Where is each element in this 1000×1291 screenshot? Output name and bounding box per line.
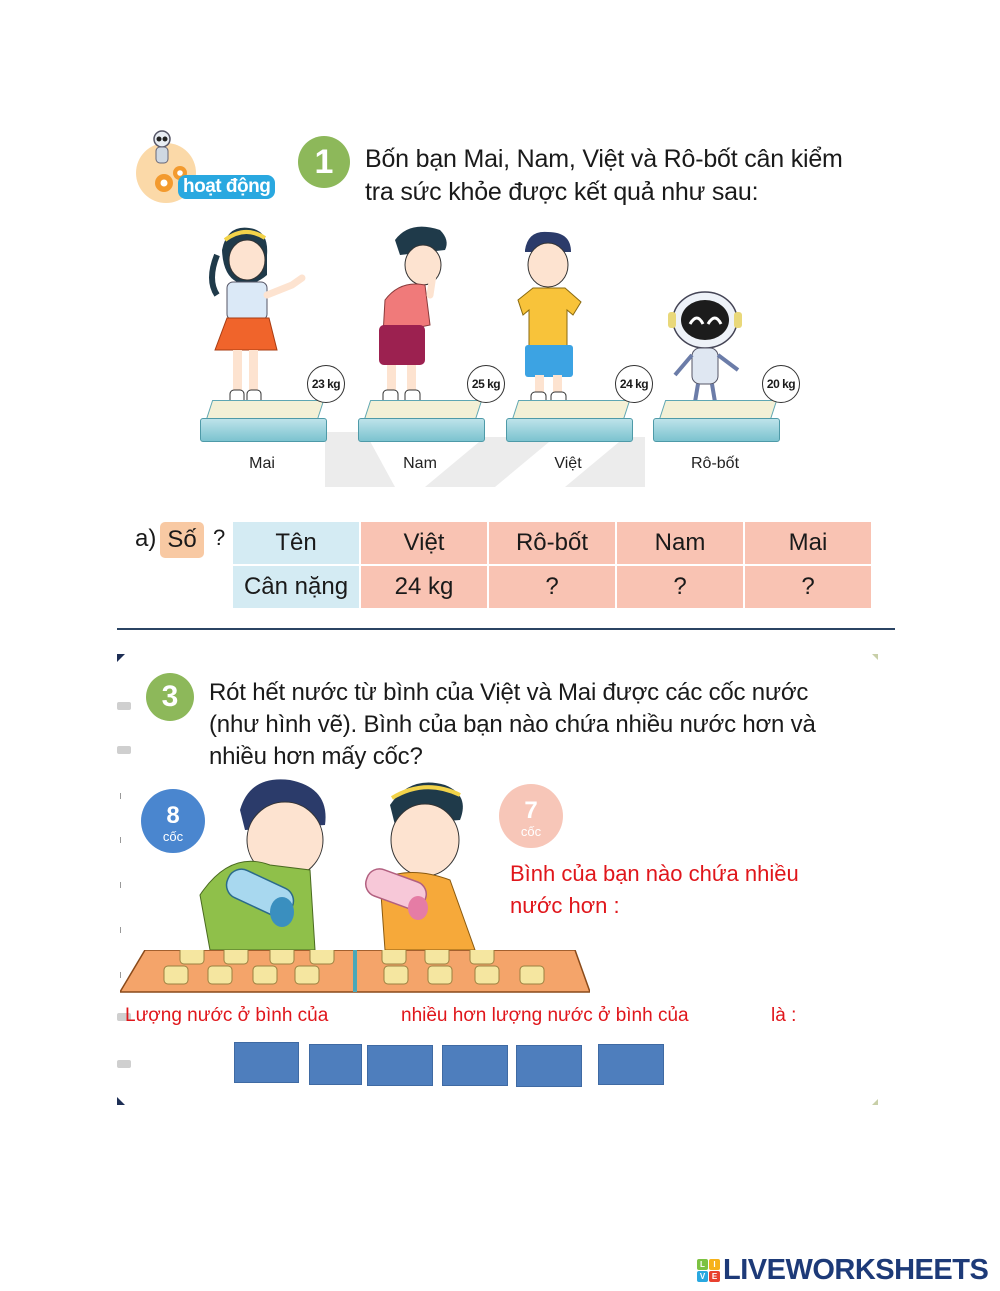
answer-box-4[interactable]: [442, 1045, 508, 1086]
name-cell: Rô-bốt: [489, 522, 615, 564]
answer-sentence-part2: nhiều hơn lượng nước ở bình của: [401, 1005, 689, 1026]
so-label-box: [160, 522, 204, 558]
answer-box-6[interactable]: [598, 1044, 664, 1085]
figure-mai: [197, 220, 341, 472]
activity-number-badge: [298, 136, 350, 188]
figure-nam: [355, 220, 501, 472]
sub-question: [510, 858, 799, 922]
answer-box-5[interactable]: [516, 1045, 582, 1087]
activity3-question: [209, 677, 816, 773]
cup-count: 8: [166, 802, 180, 829]
question-line: (như hình vẽ). Bình của bạn nào chứa nhiều nước hơn và: [209, 711, 816, 738]
question-line: nhiều hơn mấy cốc?: [209, 743, 423, 770]
row-header-name: Tên: [233, 522, 359, 564]
figure-name-label: Mai: [249, 455, 275, 472]
answer-box-2[interactable]: [309, 1044, 362, 1085]
part-a-prefix: a): [135, 525, 157, 552]
scale-platform: [512, 400, 630, 420]
scale-base: [653, 418, 780, 442]
cup-unit: cốc: [520, 824, 542, 839]
side-tick: [120, 927, 121, 933]
answer-sentence-part3: là :: [771, 1005, 797, 1026]
weight-answer-cell[interactable]: ?: [617, 566, 743, 608]
weights-table: [231, 520, 873, 610]
table-row-names: [233, 522, 871, 564]
scale-platform: [659, 400, 777, 420]
row-header-weight: Cân nặng: [233, 566, 359, 608]
side-arrow-mark: [117, 1060, 131, 1068]
figure-name-label: Rô-bốt: [690, 455, 740, 472]
question-line: tra sức khỏe được kết quả như sau:: [365, 178, 759, 206]
answer-sentence-part1: Lượng nước ở bình của: [125, 1005, 329, 1026]
scale-base: [358, 418, 485, 442]
weight-answer-cell[interactable]: ?: [745, 566, 871, 608]
side-arrow-mark: [117, 746, 131, 754]
weight-value: 20 kg: [766, 377, 796, 391]
scale-base: [200, 418, 327, 442]
frame-corner-top-right: [872, 654, 878, 660]
scale-platform: [364, 400, 482, 420]
block-letter: V: [697, 1271, 708, 1282]
scale-base: [506, 418, 633, 442]
sub-question-line: Bình của bạn nào chứa nhiều: [510, 861, 799, 886]
weight-cell: 24 kg: [361, 566, 487, 608]
table-with-cups-illustration: [120, 950, 590, 994]
name-cell: Mai: [745, 522, 871, 564]
activity1-question: [365, 143, 843, 209]
frame-corner-top-left: [117, 654, 125, 662]
block-letter: E: [709, 1271, 720, 1282]
frame-corner-bottom-left: [117, 1097, 125, 1105]
weight-bubble: [615, 365, 653, 403]
weight-answer-cell[interactable]: ?: [489, 566, 615, 608]
weight-bubble: [467, 365, 505, 403]
activity-number: 1: [314, 142, 334, 181]
live-blocks-icon: [697, 1259, 720, 1282]
side-tick: [120, 837, 121, 843]
answer-box-3[interactable]: [367, 1045, 433, 1086]
hoat-dong-label: hoạt động: [178, 175, 275, 199]
children-pouring-illustration: [170, 770, 500, 955]
figure-name-label: Việt: [554, 455, 582, 472]
activity-number: 3: [161, 680, 179, 713]
side-arrow-mark: [117, 702, 131, 710]
so-label: Số: [167, 526, 197, 553]
mai-cups-badge: [499, 784, 563, 848]
liveworksheets-logo[interactable]: [697, 1254, 988, 1287]
weight-bubble: [762, 365, 800, 403]
block-letter: L: [697, 1259, 708, 1270]
question-line: Bốn bạn Mai, Nam, Việt và Rô-bốt cân kiểm: [365, 145, 843, 173]
block-letter: I: [709, 1259, 720, 1270]
side-tick: [120, 882, 121, 888]
side-tick: [120, 793, 121, 799]
hoat-dong-logo: [134, 125, 284, 210]
part-a-question-mark: ?: [213, 525, 226, 550]
figure-robot: [650, 220, 800, 470]
weight-value: 25 kg: [471, 377, 501, 391]
figure-viet: [503, 220, 649, 472]
section-divider: [117, 628, 895, 630]
activity-number-badge: [146, 673, 194, 721]
weight-value: 24 kg: [619, 377, 649, 391]
brand-name: LIVEWORKSHEETS: [723, 1254, 989, 1286]
sub-question-line: nước hơn :: [510, 893, 620, 918]
cup-count: 7: [524, 797, 538, 824]
name-cell: Nam: [617, 522, 743, 564]
question-line: Rót hết nước từ bình của Việt và Mai được các cốc nước: [209, 679, 809, 706]
weight-value: 23 kg: [311, 377, 341, 391]
weight-bubble: [307, 365, 345, 403]
answer-box-1[interactable]: [234, 1042, 299, 1083]
cup-unit: cốc: [162, 829, 184, 844]
table-row-weights: [233, 566, 871, 608]
frame-corner-bottom-right: [872, 1099, 878, 1105]
scale-platform: [206, 400, 324, 420]
figure-name-label: Nam: [403, 455, 437, 472]
name-cell: Việt: [361, 522, 487, 564]
